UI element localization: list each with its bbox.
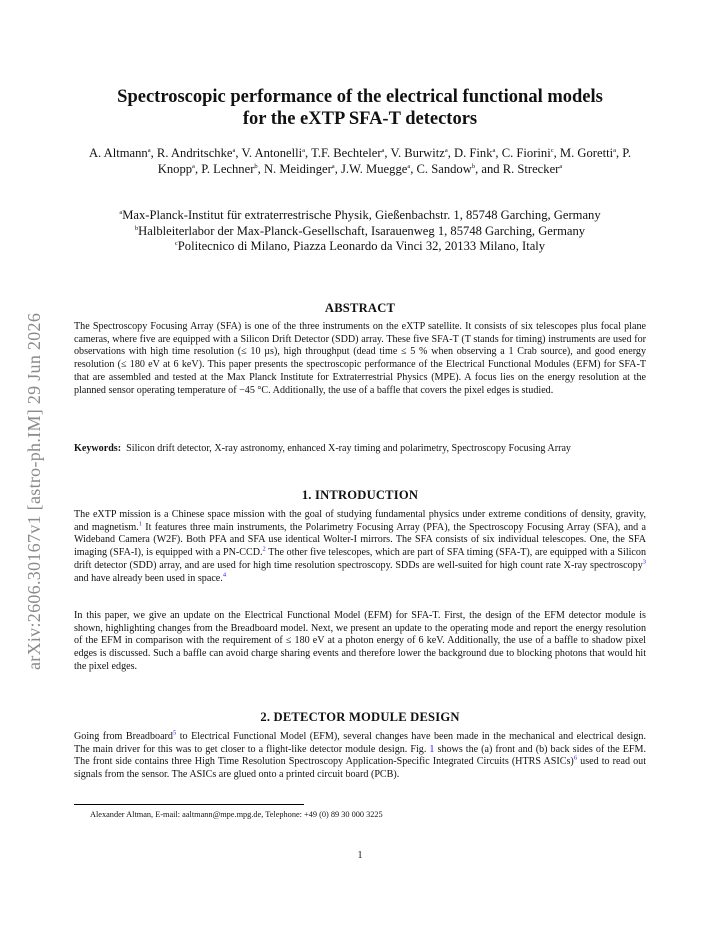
citation-link[interactable]: 5 [172,729,177,737]
title-line-2: for the eXTP SFA-T detectors [242,109,478,129]
author-separator: , [257,161,264,176]
author-affiliation-mark: a [381,146,385,154]
citation-link[interactable]: 4 [222,571,227,579]
abstract-heading: ABSTRACT [324,301,396,315]
author-name: A. Altmann [88,146,148,160]
author-name: C. Sandow [416,161,472,176]
author-separator: , [615,146,623,160]
affiliation-c: $^c$Politecnico di Milano, Piazza Leonardo da Vinci 32, 20133 Milano, Italy [174,239,546,253]
figure-link[interactable]: 1 [429,743,435,755]
affiliation-list [74,208,646,255]
author-name: P. Lechner [201,161,255,176]
author-separator: , [410,161,417,176]
author-affiliation-mark: b [471,162,476,170]
author-name: C. Fiorini [501,146,551,160]
author-affiliation-mark: b [254,162,258,170]
citation-link[interactable]: 3 [642,558,646,566]
author-name: T.F. Bechteler [311,146,382,160]
author-name: N. Meidinger [263,161,332,176]
author-affiliation-mark: a [302,146,305,154]
author-affiliation-mark: a [444,146,448,154]
citation-link[interactable]: 1 [138,520,142,528]
author-name: P. Knopp [157,146,632,176]
author-name: V. Antonelli [241,146,303,160]
author-separator: , [334,161,341,176]
citation-link[interactable]: 6 [573,755,578,763]
author-separator: , [150,146,157,160]
author-name: V. Burwitz [390,146,445,160]
keywords-label: Keywords: [74,443,122,454]
author-name: J.W. Muegge [340,161,408,176]
author-separator: , [235,146,242,160]
author-name: R. Andritschke [156,146,233,160]
author-affiliation-mark: a [559,162,563,170]
author-separator: , [495,146,502,160]
abstract-text: The Spectroscopy Focusing Array (SFA) is one of the three instruments on the eXTP satellite. It consists of six telescopes plus focal plane cameras, where five are equipped with a Silicon Drift Detector (SDD) array. These five SFA-T (T stands for timing) instruments are used for observations with high time resolution (≤ 10 µs), high throughput (dead time ≤ 5 % when observing a 1 Crab source), and good energy resolution (≤ 180 eV at 6 keV). This paper presents the spectroscopic performance of the Electrical Functional Modules (EFM) for SFA-T that are assembled and tested at the Max Planck Institute for Extraterrestrial Physics (MPE). A focus lies on the energy resolution at the planned sensor operating temperature of −45 °C. Additionally, the use of a baffle that covers the pixel edges is studied. [74,321,646,396]
title-line-1: Spectroscopic performance of the electrical functional models [117,87,603,107]
author-name: R. Strecker [502,161,560,176]
author-affiliation-mark: a [147,146,151,154]
intro-paragraph-1: The eXTP mission is a Chinese space mission with the goal of studying fundamental physics under extreme conditions of density, gravity, and magnetism.$^1$ It features three main instruments, the Polarimetry Focusing Array (PFA), the Spectroscopy Focusing Array (SFA), and a Wideband Camera (W2F). Both PFA and SFA use identical Wolter-I mirrors. The SFA consists of six individual telescopes. One, the SFA imaging (SFA-I), is equipped with a PN-CCD.$^2$ The other five telescopes, which are part of SFA timing (SFA-T), are equipped with a Silicon drift detector (SDD) array, and are used for high time resolution spectroscopy. SDDs are well-suited for high count rate X-ray spectroscopy$^3$ and have already been used in space.$^4$ [74,509,647,584]
author-affiliation-mark: a [492,146,496,154]
page-number: 1 [357,850,363,861]
arxiv-identifier: arXiv:2606.30167v1 [astro-ph.IM] 29 Jun 2026 [24,312,44,670]
author-separator: , and [475,161,503,176]
author-list [74,146,646,177]
affiliation-a: $^a$Max-Planck-Institut für extraterrestrische Physik, Gießenbachstr. 1, 85748 Garching, Germany [119,208,601,222]
design-paragraph-1: Going from Breadboard$^5$ to Electrical Functional Model (EFM), several changes have been made in the mechanical and electrical design. The main driver for this was to get closer to a flight-like detector module design. Fig. 1 shows the (a) front and (b) back sides of the EFM. The front side contains three High Time Resolution Spectroscopy Application-Specific Integrated Circuits (HTRS ASICs)$^6$ used to read out signals from the sensor. The ASICs are glued onto a printed circuit board (PCB). [74,729,647,781]
author-affiliation-mark: a [613,146,616,154]
author-separator: , [194,161,202,176]
author-affiliation-mark: c [550,146,554,154]
author-affiliation-mark: a [232,146,236,154]
author-affiliation-mark: a [192,162,195,170]
affiliation-b: $^b$Halbleiterlabor der Max-Planck-Gesellschaft, Isarauenweg 1, 85748 Garching, Germany [134,223,586,238]
author-separator: , [553,146,560,160]
footnote-contact: Alexander Altman, E-mail: aaltmann@mpe.mpg.de, Telephone: +49 (0) 89 30 000 3225 [90,810,383,819]
author-separator: , [447,146,455,160]
author-separator: , [384,146,391,160]
keywords [74,443,646,456]
author-affiliation-mark: a [331,162,335,170]
footnote-rule [74,804,304,805]
author-name: M. Goretti [559,146,614,160]
keywords-text: Silicon drift detector, X-ray astronomy, enhanced X-ray timing and polarimetry, Spectroscopy Focusing Array [126,443,571,454]
author-name: D. Fink [454,146,493,160]
section-heading-introduction: 1. INTRODUCTION [301,488,419,502]
author-separator: , [305,146,312,160]
author-affiliation-mark: a [407,162,411,170]
citation-link[interactable]: 2 [262,545,266,553]
section-heading-detector-module-design: 2. DETECTOR MODULE DESIGN [260,710,460,724]
paper-title [74,86,646,130]
intro-paragraph-2: In this paper, we give an update on the Electrical Functional Model (EFM) for SFA-T. First, the design of the EFM detector module is shown, highlighting changes from the Breadboard model. Next, we present an update to the operating mode and report the energy resolution of the EFM in comparison with the requirement of ≤ 180 eV at a photon energy of 6 keV. Additionally, the use of a baffle to shadow pixel edges is discussed. Such a baffle can avoid charge sharing events and therefore lower the background due to blocking photons that would hit the pixel edges. [74,610,646,672]
